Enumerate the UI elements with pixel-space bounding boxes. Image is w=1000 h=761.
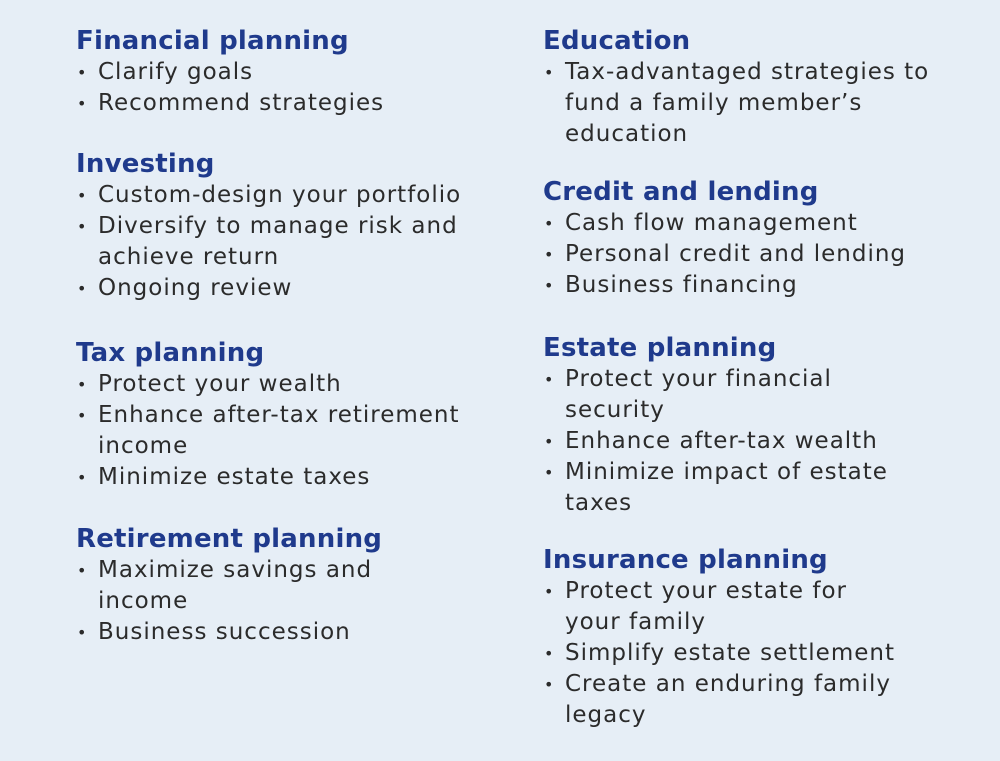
list-item: • Protect your wealth — [76, 369, 460, 400]
list-item: • Business financing — [543, 270, 906, 301]
list-item: • Diversify to manage risk and achieve return — [76, 211, 461, 273]
section-estate-planning — [543, 333, 888, 519]
list-item: • Maximize savings and income — [76, 555, 382, 617]
bullet-list — [76, 57, 384, 119]
bullet-list — [543, 364, 888, 519]
section-heading: Estate planning — [543, 333, 777, 363]
section-credit-and-lending — [543, 177, 906, 301]
section-investing — [76, 149, 461, 304]
list-item: • Cash flow management — [543, 208, 906, 239]
section-heading: Financial planning — [76, 26, 349, 56]
list-item: • Personal credit and lending — [543, 239, 906, 270]
section-heading: Tax planning — [76, 338, 265, 368]
list-item: • Custom-design your portfolio — [76, 180, 461, 211]
list-item: • Minimize estate taxes — [76, 462, 460, 493]
list-item: • Recommend strategies — [76, 88, 384, 119]
bullet-list — [76, 369, 460, 493]
section-education — [543, 26, 929, 150]
list-item: • Minimize impact of estate taxes — [543, 457, 888, 519]
section-heading: Education — [543, 26, 691, 56]
section-insurance-planning — [543, 545, 895, 731]
list-item: • Enhance after-tax wealth — [543, 426, 888, 457]
section-heading: Retirement planning — [76, 524, 383, 554]
list-item: • Tax-advantaged strategies to fund a family member’s education — [543, 57, 929, 150]
list-item: • Enhance after-tax retirement income — [76, 400, 460, 462]
bullet-list — [76, 180, 461, 304]
section-heading: Credit and lending — [543, 177, 819, 207]
list-item: • Ongoing review — [76, 273, 461, 304]
section-heading: Investing — [76, 149, 215, 179]
bullet-list — [543, 208, 906, 301]
section-retirement-planning — [76, 524, 382, 648]
list-item: • Protect your estate for your family — [543, 576, 895, 638]
section-heading: Insurance planning — [543, 545, 828, 575]
list-item: • Protect your financial security — [543, 364, 888, 426]
list-item: • Clarify goals — [76, 57, 384, 88]
bullet-list — [76, 555, 382, 648]
list-item: • Create an enduring family legacy — [543, 669, 895, 731]
bullet-list — [543, 576, 895, 731]
bullet-list — [543, 57, 929, 150]
section-tax-planning — [76, 338, 460, 493]
list-item: • Simplify estate settlement — [543, 638, 895, 669]
section-financial-planning — [76, 26, 384, 119]
list-item: • Business succession — [76, 617, 382, 648]
